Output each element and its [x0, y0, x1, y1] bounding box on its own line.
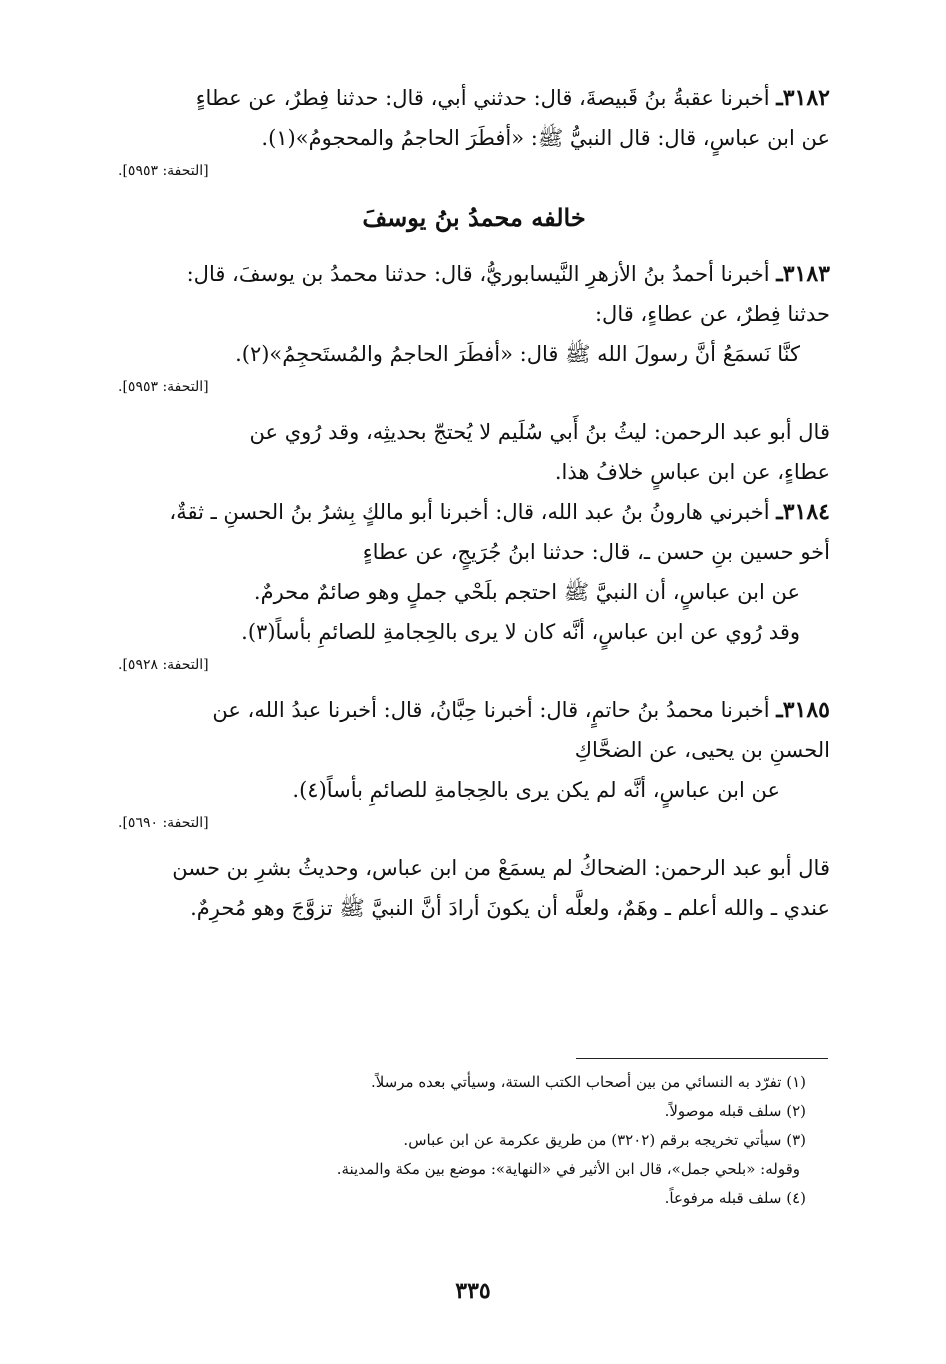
- hadith-3183-line3: كنَّا نَسمَعُ أنَّ رسولَ الله ﷺ قال: «أفطَرَ الحاجمُ والمُستَحجِمُ»(٢).: [235, 342, 800, 366]
- hadith-3182-line1: [118, 78, 830, 118]
- page-body: [118, 78, 830, 928]
- tuhfa-reference: [التحفة: ٥٩٥٣].: [118, 379, 209, 395]
- footnote-4: (٤) سلف قبله مرفوعاً.: [664, 1189, 806, 1207]
- hadith-text: أخبرنا محمدُ بنُ حاتمٍ، قال: أخبرنا حِبَّانُ، قال: أخبرنا عبدُ الله، عن: [212, 698, 770, 722]
- hadith-3182-line2: عن ابن عباسٍ، قال: قال النبيُّ ﷺ: «أفطَرَ الحاجمُ والمحجومُ»(١).: [261, 126, 830, 150]
- footnote-2: (٢) سلف قبله موصولاً.: [664, 1102, 806, 1120]
- hadith-3184-line3: عن ابن عباسٍ، أن النبيَّ ﷺ احتجم بلَحْي جملٍ وهو صائمٌ محرمٌ.: [253, 580, 800, 604]
- comment-1-line1: قال أبو عبد الرحمن: ليثُ بنُ أَبي سُلَيم لا يُحتجّ بحديثِه، وقد رُوي عن: [249, 420, 830, 444]
- hadith-3185-line3: عن ابن عباسٍ، أنَّه لم يكن يرى بالحِجامةِ للصائمِ بأساً(٤).: [292, 778, 780, 802]
- tuhfa-reference: [التحفة: ٥٩٢٨].: [118, 657, 209, 673]
- hadith-text: أخبرنا عقبةُ بنُ قَبيصةَ، قال: حدثني أبي، قال: حدثنا فِطرٌ، عن عطاءٍ: [195, 86, 770, 110]
- tuhfa-reference: [التحفة: ٥٦٩٠].: [118, 815, 209, 831]
- hadith-3184-line4: وقد رُوي عن ابن عباسٍ، أنَّه كان لا يرى بالحِجامةِ للصائمِ بأساً(٣).: [241, 620, 800, 644]
- tuhfa-reference: [التحفة: ٥٩٥٣].: [118, 163, 209, 179]
- hadith-3184-line1: [118, 492, 830, 532]
- comment-1-line2: عطاءٍ، عن ابن عباسٍ خلافُ هذا.: [554, 460, 830, 484]
- hadith-3184-line2: أخو حسين بنِ حسن ـ، قال: حدثنا ابنُ جُرَيجٍ، عن عطاءٍ: [362, 540, 830, 564]
- footnote-3: (٣) سيأتي تخريجه برقم (٣٢٠٢) من طريق عكرمة عن ابن عباس.: [403, 1131, 806, 1149]
- hadith-3183-line2: حدثنا فِطرٌ، عن عطاءٍ، قال:: [594, 302, 830, 326]
- footnote-1: (١) تفرّد به النسائي من بين أصحاب الكتب الستة، وسيأتي بعده مرسلاً.: [370, 1073, 806, 1091]
- hadith-3185-line1: [118, 690, 830, 730]
- comment-2-line1: قال أبو عبد الرحمن: الضحاكُ لم يسمَعْ من ابن عباس، وحديثُ بشرِ بن حسن: [172, 856, 830, 880]
- hadith-text: أخبرنا أحمدُ بنُ الأزهرِ النَّيسابوريُّ، قال: حدثنا محمدُ بن يوسفَ، قال:: [186, 262, 770, 286]
- footnote-divider: [576, 1058, 828, 1059]
- hadith-number: ٣١٨٥ـ: [776, 697, 830, 723]
- comment-2-line2: عندي ـ والله أعلم ـ وهَمٌ، ولعلَّه أن يكونَ أرادَ أنَّ النبيَّ ﷺ تزوَّجَ وهو مُحرِمٌ.: [190, 896, 830, 920]
- hadith-3183-line1: [118, 254, 830, 294]
- hadith-number: ٣١٨٢ـ: [776, 85, 830, 111]
- footnotes: [118, 1068, 830, 1213]
- hadith-text: أخبرني هارونُ بنُ عبد الله، قال: أخبرنا أبو مالكٍ بِشرُ بنُ الحسنِ ـ ثقةٌ،: [169, 500, 770, 524]
- footnote-3-continuation: وقوله: «بلحي جمل»، قال ابن الأثير في «النهاية»: موضع بين مكة والمدينة.: [336, 1160, 800, 1178]
- hadith-number: ٣١٨٣ـ: [776, 261, 830, 287]
- hadith-3185-line2: الحسنِ بن يحيى، عن الضحَّاكِ: [574, 738, 830, 762]
- section-heading: خالفه محمدُ بنُ يوسفَ: [362, 203, 586, 232]
- page-number: ٣٣٥: [455, 1278, 491, 1304]
- hadith-number: ٣١٨٤ـ: [776, 499, 830, 525]
